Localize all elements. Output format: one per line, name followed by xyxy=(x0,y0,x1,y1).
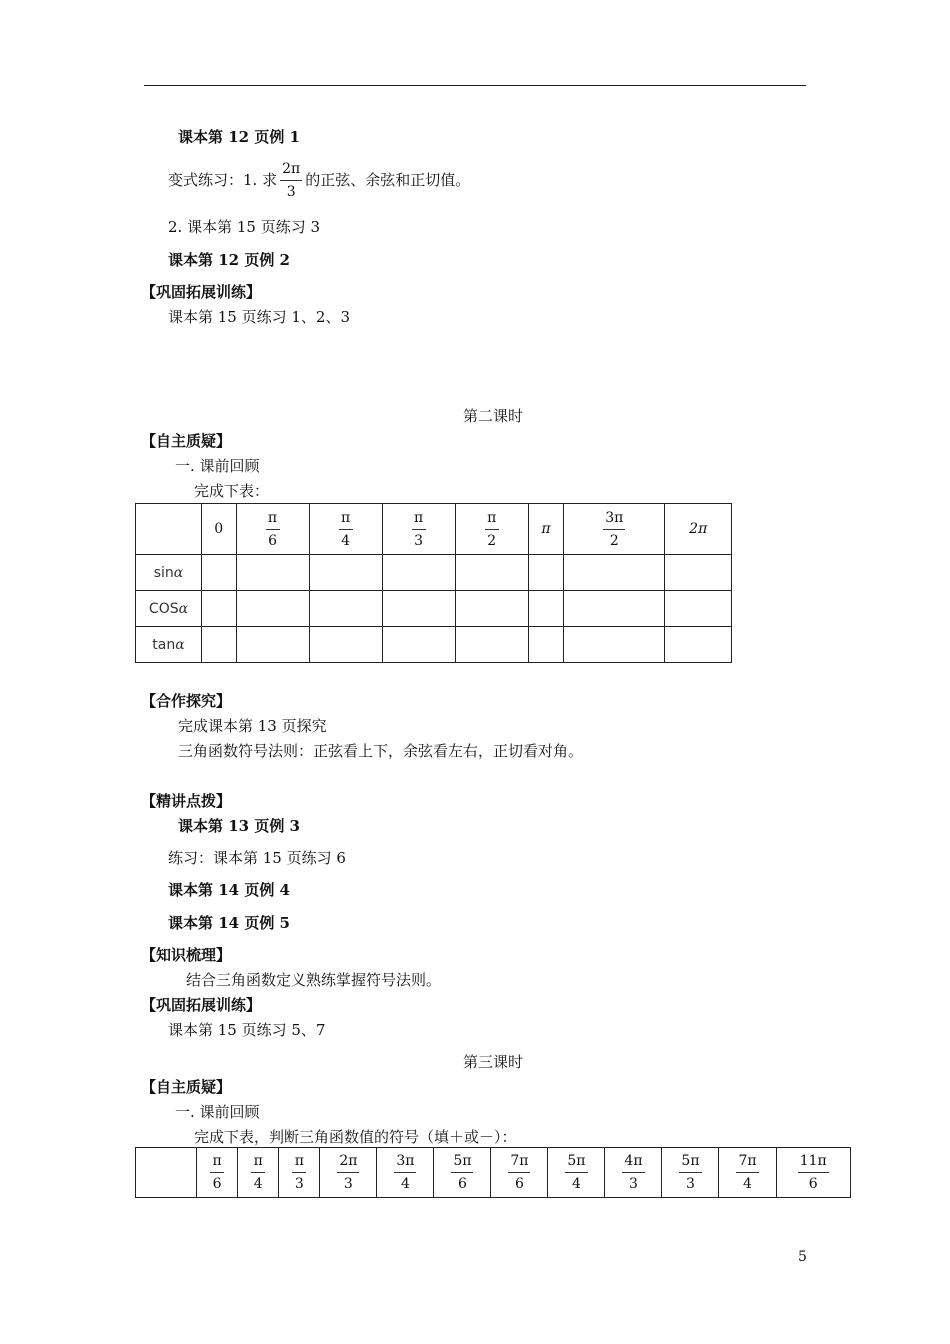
fraction-bar xyxy=(798,1172,829,1173)
fraction xyxy=(603,510,625,549)
textbook-example-3: 课本第 13 页例 3 xyxy=(178,817,300,835)
table-header-cell xyxy=(455,504,528,555)
lesson-3-title: 第三课时 xyxy=(463,1053,524,1071)
variant-suffix: 的正弦、余弦和正切值。 xyxy=(305,171,471,189)
fraction xyxy=(292,1153,306,1192)
variant-prefix: 变式练习：1. 求 xyxy=(168,171,278,189)
fraction-numerator: 3π xyxy=(605,509,624,526)
fraction-bar xyxy=(394,1172,416,1173)
header-value: 2π xyxy=(689,521,708,537)
row-label xyxy=(136,627,202,663)
fraction-denominator: 4 xyxy=(743,1176,752,1192)
fraction-denominator: 4 xyxy=(253,1176,263,1192)
fraction-numerator: π xyxy=(340,509,351,526)
fraction-denominator: 3 xyxy=(294,1176,304,1192)
knowledge-body: 结合三角函数定义熟练掌握符号法则。 xyxy=(186,971,442,989)
fraction-numerator: π xyxy=(267,509,278,526)
table-header-row xyxy=(136,1148,851,1198)
trig-value-table xyxy=(135,503,732,663)
table-header-cell xyxy=(238,1148,279,1198)
function-name: sin xyxy=(153,564,174,581)
answer-cell[interactable] xyxy=(382,591,455,627)
fraction-numerator: π xyxy=(294,1153,304,1169)
fraction-denominator: 2 xyxy=(609,532,619,549)
answer-cell[interactable] xyxy=(455,555,528,591)
fraction xyxy=(736,1153,758,1192)
fraction-numerator: 2π xyxy=(282,160,301,177)
review-heading-2: 一. 课前回顾 xyxy=(175,457,260,475)
fraction-bar xyxy=(251,1172,265,1173)
table-header-cell xyxy=(197,1148,238,1198)
table-header-cell xyxy=(491,1148,548,1198)
answer-cell[interactable] xyxy=(528,555,563,591)
fraction-denominator: 6 xyxy=(212,1176,222,1192)
fraction-numerator: 4π xyxy=(624,1153,643,1169)
table-header-cell xyxy=(528,504,563,555)
answer-cell[interactable] xyxy=(455,627,528,663)
table-corner-cell xyxy=(136,504,202,555)
textbook-example-2: 课本第 12 页例 2 xyxy=(168,251,290,269)
fraction-denominator: 4 xyxy=(400,1176,410,1192)
fraction-denominator: 3 xyxy=(286,183,296,200)
answer-cell[interactable] xyxy=(202,555,237,591)
lesson-2-title: 第二课时 xyxy=(463,407,524,425)
row-label xyxy=(136,555,202,591)
table-row xyxy=(136,627,732,663)
fraction-bar xyxy=(210,1172,224,1173)
fraction-numerator: π xyxy=(414,509,424,526)
coop-line-1: 完成课本第 13 页探究 xyxy=(178,717,327,735)
fraction-bar xyxy=(679,1172,701,1173)
table-header-cell xyxy=(202,504,237,555)
header-rule xyxy=(144,85,806,86)
sign-judgement-table xyxy=(135,1147,851,1198)
answer-cell[interactable] xyxy=(564,627,665,663)
table-header-cell xyxy=(320,1148,377,1198)
fraction-bar xyxy=(280,180,302,181)
fraction-numerator: 7π xyxy=(738,1153,757,1169)
fraction-numerator: 3π xyxy=(396,1153,415,1169)
answer-cell[interactable] xyxy=(564,591,665,627)
fraction xyxy=(210,1153,224,1192)
fraction-denominator: 6 xyxy=(808,1176,818,1192)
section-heading-self-study-2: 【自主质疑】 xyxy=(141,432,232,450)
fraction-bar xyxy=(485,529,499,530)
practice-line: 练习：课本第 15 页练习 6 xyxy=(168,849,346,867)
fraction-numerator: π xyxy=(253,1153,263,1169)
fraction-numerator: 11π xyxy=(799,1153,827,1169)
fraction-denominator: 6 xyxy=(268,532,277,549)
fraction-numerator: 5π xyxy=(567,1153,586,1169)
answer-cell[interactable] xyxy=(236,555,309,591)
answer-cell[interactable] xyxy=(455,591,528,627)
table-header-row xyxy=(136,504,732,555)
fraction-2pi-3 xyxy=(280,161,302,200)
fraction-bar xyxy=(622,1172,644,1173)
fraction-denominator: 2 xyxy=(487,532,497,549)
section-heading-consolidate-2: 【巩固拓展训练】 xyxy=(141,996,262,1014)
answer-cell[interactable] xyxy=(665,555,732,591)
fill-table-instruction-2: 完成下表： xyxy=(194,482,270,500)
section-heading-consolidate-1: 【巩固拓展训练】 xyxy=(141,283,262,301)
fraction-bar xyxy=(508,1172,530,1173)
table-corner-cell xyxy=(136,1148,197,1198)
table-header-cell xyxy=(548,1148,605,1198)
answer-cell[interactable] xyxy=(202,591,237,627)
section-heading-lecture: 【精讲点拨】 xyxy=(141,792,232,810)
fraction-numerator: π xyxy=(212,1153,222,1169)
textbook-example-4: 课本第 14 页例 4 xyxy=(168,881,290,899)
consolidate-body-1: 课本第 15 页练习 1、2、3 xyxy=(168,308,351,326)
fraction-denominator: 3 xyxy=(414,532,424,549)
table-row xyxy=(136,555,732,591)
page-number: 5 xyxy=(798,1249,807,1265)
fraction xyxy=(266,510,280,549)
fraction xyxy=(339,510,353,549)
table-header-cell xyxy=(605,1148,662,1198)
header-value: 0 xyxy=(214,521,224,537)
fraction-numerator: π xyxy=(487,509,497,526)
fraction xyxy=(485,510,499,549)
table-header-cell xyxy=(382,504,455,555)
answer-cell[interactable] xyxy=(202,627,237,663)
table-header-cell xyxy=(309,504,382,555)
table-header-cell xyxy=(719,1148,776,1198)
fraction-numerator: 5π xyxy=(453,1153,472,1169)
fraction-denominator: 6 xyxy=(514,1176,524,1192)
answer-cell[interactable] xyxy=(309,555,382,591)
fraction-denominator: 4 xyxy=(571,1176,581,1192)
table-header-cell xyxy=(662,1148,719,1198)
table-header-cell xyxy=(665,504,732,555)
angle-variable: α xyxy=(173,564,184,581)
fraction xyxy=(565,1153,587,1192)
function-name: COS xyxy=(148,600,179,617)
answer-cell[interactable] xyxy=(382,627,455,663)
fraction xyxy=(679,1153,701,1192)
answer-cell[interactable] xyxy=(309,591,382,627)
fraction xyxy=(798,1153,829,1192)
textbook-example-5: 课本第 14 页例 5 xyxy=(168,914,290,932)
answer-cell[interactable] xyxy=(564,555,665,591)
answer-cell[interactable] xyxy=(528,627,563,663)
fraction-denominator: 6 xyxy=(457,1176,467,1192)
fraction-bar xyxy=(292,1172,306,1173)
fraction-bar xyxy=(736,1172,758,1173)
fraction xyxy=(394,1153,416,1192)
table-header-cell xyxy=(564,504,665,555)
fraction-bar xyxy=(339,529,353,530)
fraction xyxy=(412,510,426,549)
fraction-bar xyxy=(451,1172,473,1173)
fraction xyxy=(337,1153,359,1192)
answer-cell[interactable] xyxy=(382,555,455,591)
angle-variable: α xyxy=(175,636,185,653)
consolidate-body-2: 课本第 15 页练习 5、7 xyxy=(168,1021,326,1039)
table-header-cell xyxy=(377,1148,434,1198)
fraction-numerator: 7π xyxy=(510,1153,529,1169)
fraction-denominator: 3 xyxy=(629,1176,638,1192)
answer-cell[interactable] xyxy=(665,627,732,663)
section-heading-knowledge: 【知识梳理】 xyxy=(141,946,232,964)
function-name: tan xyxy=(152,636,176,653)
exercise-item-2: 2. 课本第 15 页练习 3 xyxy=(168,218,321,236)
fraction-bar xyxy=(603,529,625,530)
answer-cell[interactable] xyxy=(236,627,309,663)
variant-exercise xyxy=(168,160,470,200)
header-value: π xyxy=(541,521,551,537)
fraction xyxy=(508,1153,530,1192)
fraction-denominator: 3 xyxy=(343,1176,353,1192)
fraction-bar xyxy=(412,529,426,530)
table-header-cell xyxy=(776,1148,851,1198)
review-heading-3: 一. 课前回顾 xyxy=(175,1103,260,1121)
section-heading-coop: 【合作探究】 xyxy=(141,692,232,710)
fill-table-instruction-3: 完成下表，判断三角函数值的符号（填＋或－）： xyxy=(194,1128,517,1146)
fraction-bar xyxy=(565,1172,587,1173)
table-row xyxy=(136,591,732,627)
answer-cell[interactable] xyxy=(528,591,563,627)
fraction-numerator: 5π xyxy=(681,1153,700,1169)
coop-line-2: 三角函数符号法则：正弦看上下，余弦看左右，正切看对角。 xyxy=(178,742,584,760)
table-header-cell xyxy=(434,1148,491,1198)
fraction xyxy=(251,1153,265,1192)
answer-cell[interactable] xyxy=(665,591,732,627)
row-label xyxy=(136,591,202,627)
section-heading-self-study-3: 【自主质疑】 xyxy=(141,1078,232,1096)
fraction-denominator: 3 xyxy=(686,1176,695,1192)
fraction-denominator: 4 xyxy=(341,532,351,549)
fraction-bar xyxy=(337,1172,359,1173)
answer-cell[interactable] xyxy=(309,627,382,663)
fraction-numerator: 2π xyxy=(339,1153,358,1169)
fraction-bar xyxy=(266,529,280,530)
fraction xyxy=(622,1153,644,1192)
fraction xyxy=(451,1153,473,1192)
textbook-example-1: 课本第 12 页例 1 xyxy=(178,128,300,146)
angle-variable: α xyxy=(178,600,189,617)
table-header-cell xyxy=(279,1148,320,1198)
table-header-cell xyxy=(236,504,309,555)
answer-cell[interactable] xyxy=(236,591,309,627)
